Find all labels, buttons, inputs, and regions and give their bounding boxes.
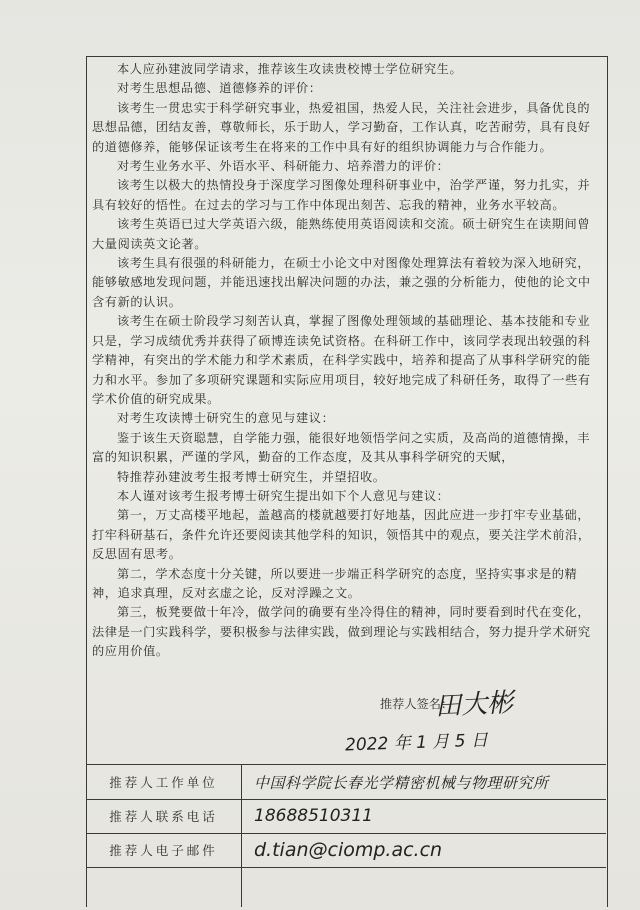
advice-paragraph-5: 第二，学术态度十分关键，所以要进一步端正科学研究的态度，坚持实事求是的精神，追求真理，反对玄虚之论，反对浮躁之文。	[92, 566, 578, 600]
intro-text: 本人应孙建波同学请求，推荐该生攻读贵校博士学位研究生。	[117, 62, 463, 76]
heading-moral: 对考生思想品德、道德修养的评价：	[117, 81, 322, 96]
table-row-work-unit	[86, 765, 606, 800]
signature-label: 推荐人签名：	[380, 697, 454, 711]
email-label: 推荐人电子邮件	[86, 833, 242, 867]
blank-label-cell	[86, 867, 242, 907]
advice-paragraph-3: 本人谨对该考生报考博士研究生提出如下个人意见与建议：	[117, 488, 450, 503]
handwritten-signature: 田大彬	[434, 687, 514, 723]
recommender-info-table	[86, 764, 606, 907]
ability-paragraph-3: 该考生具有很强的科研能力，在硕士小论文中对图像处理算法有着较为深入地研究，能够敏感地发现问题，并能迅速找出解决问题的办法，兼之强的分析能力，使他的论文中含有新的认识。	[92, 256, 591, 309]
advice-paragraph-4: 第一，万丈高楼平地起，盖越高的楼就越要打好地基，因此应进一步打牢专业基础，打牢科研基石，条件允许还要阅读其他学科的知识，领悟其中的观点，要关注学术前沿，反思固有思考。	[92, 508, 591, 562]
heading-ability: 对考生业务水平、外语水平、科研能力、培养潜力的评价：	[117, 159, 450, 174]
work-unit-value: 中国科学院长春光学精密机械与物理研究所	[254, 773, 549, 792]
email-value: d.tian@ciomp.ac.cn	[254, 839, 443, 861]
table-row-phone	[86, 799, 606, 834]
moral-paragraph: 该考生一贯忠实于科学研究事业，热爱祖国，热爱人民，关注社会进步，具备优良的思想品德，团结友善，尊敬师长，乐于助人，学习勤奋，工作认真，吃苦耐劳，具有良好的道德修养，能够保证该考生在将来的工作中具有好的组织协调能力与合作能力。	[92, 100, 591, 154]
phone-label: 推荐人联系电话	[86, 799, 242, 833]
advice-paragraph-6: 第三，板凳要做十年冷，做学问的确要有坐冷得住的精神，同时要看到时代在变化，法律是一门实践科学，要积极参与法律实践，做到理论与实践相结合，努力提升学术研究的应用价值。	[92, 605, 591, 659]
signature-date: 2022 年 1 月 5 日	[344, 730, 489, 756]
table-row-blank	[86, 867, 606, 907]
heading-advice: 对考生攻读博士研究生的意见与建议：	[117, 411, 335, 426]
work-unit-label: 推荐人工作单位	[86, 765, 242, 799]
advice-paragraph-1: 鉴于该生天资聪慧，自学能力强，能很好地领悟学问之实质，及高尚的道德情操，丰富的知识积累，严谨的学风，勤奋的工作态度，及其从事科学研究的天赋，	[92, 430, 591, 465]
advice-paragraph-2: 特推荐孙建波考生报考博士研究生，并望招收。	[117, 469, 386, 484]
table-row-email	[86, 833, 606, 868]
ability-paragraph-4: 该考生在硕士阶段学习刻苦认真，掌握了图像处理领域的基础理论、基本技能和专业只是，学习成绩优秀并获得了硕博连读免试资格。在科研工作中，该同学表现出较强的科学精神，有突出的学术能力和学术素质，在科学实践中，培养和提高了从事科学研究的能力和水平。参加了多项研究课题和实际应用项目，较好地完成了科研任务，取得了一些有学术价值的研究成果。	[92, 314, 591, 406]
ability-paragraph-1: 该考生以极大的热情投身于深度学习图像处理科研事业中，治学严谨，努力扎实，并具有较好的悟性。在过去的学习与工作中体现出刻苦、忘我的精神，业务水平较高。	[92, 178, 591, 212]
phone-value: 18688510311	[254, 806, 373, 826]
ability-paragraph-2: 该考生英语已过大学英语六级，能熟练使用英语阅读和交流。硕士研究生在读期间曾大量阅读英文论著。	[92, 217, 591, 251]
recommendation-body	[92, 60, 598, 662]
